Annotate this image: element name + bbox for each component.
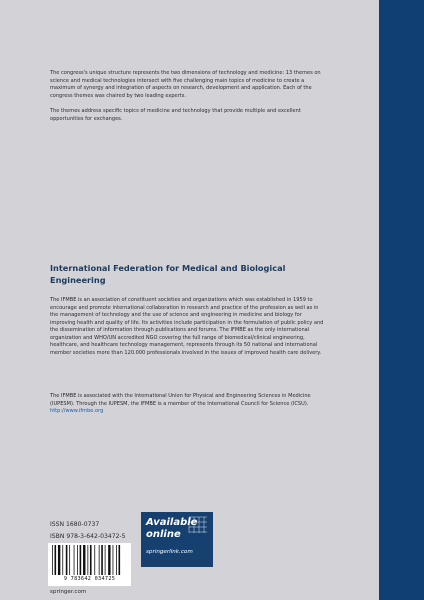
isbn-barcode <box>48 543 131 586</box>
isbn-text: ISBN 978-3-642-03472-5 <box>50 533 126 540</box>
badge-title: Available online <box>146 517 198 540</box>
ifmbe-paragraph-2-text: The IFMBE is associated with the International Union for Physical and Engineering Sciences in Medicine (IUPESM). Through the IUPESM, the IFMBE is a member of the International Council for Science (ICSU). <box>50 393 311 407</box>
available-online-badge[interactable] <box>141 512 213 567</box>
side-stripe <box>379 0 424 600</box>
intro-paragraph-1: The congress's unique structure represents the two dimensions of technology and medicine: 13 themes on science and medical technologies intersect with five challenging main topics of medicine to create a maximum of synergy and integration of aspects on research, development and application. Each of the congress themes was chaired by two leading experts. <box>50 70 321 99</box>
ifmbe-url-link[interactable]: http://www.ifmbe.org <box>50 408 104 414</box>
ifmbe-paragraph-1: The IFMBE is an association of constituent societies and organizations which was established in 1959 to encourage and promote international collaboration in research and practice of the profession as well as in the management of technology and the use of science and engineering in medicine and biology for improving health and quality of life. Its activities include participation in the formulation of public policy and the dissemination of information through publications and forums. The IFMBE as the only international organization and WHO/UN accredited NGO covering the full range of biomedical/clinical engineering, healthcare, and healthcare technology management, represents through its 50 national and international member societies more than 120.000 professionals involved in the issues of improved health care delivery. <box>50 297 324 356</box>
grid-icon <box>187 515 209 535</box>
badge-url: springerlink.com <box>146 549 193 555</box>
intro-paragraph-2: The themes address specific topics of medicine and technology that provide multiple and excellent opportunities for exchanges. <box>50 108 301 122</box>
publisher-url[interactable]: springer.com <box>50 589 87 595</box>
section-heading: International Federation for Medical and Biological Engineering <box>50 263 286 285</box>
issn-text: ISSN 1680-0737 <box>50 521 100 528</box>
barcode-bars <box>51 545 128 576</box>
ifmbe-paragraph-2 <box>50 393 325 416</box>
barcode-digits: 9 783642 034725 <box>63 576 116 582</box>
